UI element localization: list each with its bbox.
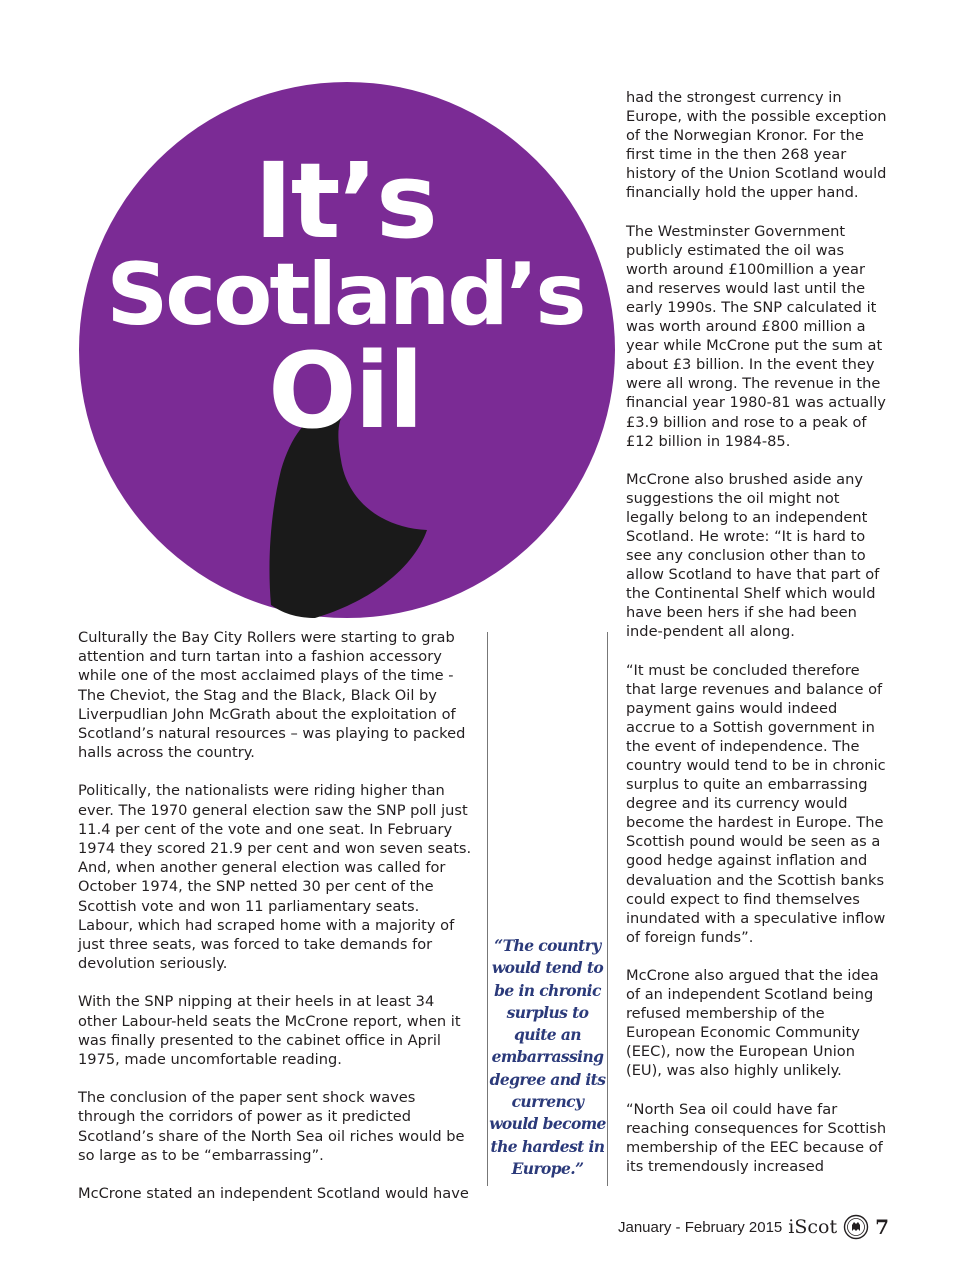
its-scotlands-oil-poster xyxy=(75,60,615,620)
poster-title xyxy=(75,140,615,452)
right-paragraph-6: “North Sea oil could have far reaching consequences for Scottish membership of the EEC because of its tremendously increased xyxy=(626,1100,887,1175)
right-paragraph-5: McCrone also argued that the idea of an independent Scotland being refused membership of the European Economic Community (EEC), now the European Union (EU), was also highly unlikely. xyxy=(626,966,879,1080)
right-column xyxy=(626,88,888,1195)
right-paragraph-4: “It must be concluded therefore that large revenues and balance of payment gains would indeed accrue to a Sottish government in the event of independence. The country would tend to be in chronic surplus to quite an embarrassing degree and its currency would become the hardest in Europe. The Scottish pound would be seen as a good hedge against inflation and devaluation and the Scottish banks could expect to find themselves inundated with a speculative inflow of foreign funds”. xyxy=(626,661,886,946)
left-paragraph-5: McCrone stated an independent Scotland would have xyxy=(78,1185,469,1203)
poster-title-line1: It’s xyxy=(254,140,436,262)
right-paragraph-1: had the strongest currency in Europe, with the possible exception of the Norwegian Kronor. For the first time in the then 268 year history of the Union Scotland would financially hold the upper hand. xyxy=(626,89,887,202)
lion-crest-icon xyxy=(843,1214,869,1240)
magazine-brand: iScot xyxy=(788,1216,838,1238)
left-paragraph-2: Politically, the nationalists were riding higher than ever. The 1970 general election saw the SNP poll just 11.4 per cent of the vote and one seat. In February 1974 they scored 21.9 per cent and won seven seats. And, when another general election was called for October 1974, the SNP netted 30 per cent of the Scottish vote and won 11 parliamentary seats. Labour, which had scraped home with a majority of just three seats, was forced to take demands for devolution seriously. xyxy=(78,782,472,973)
poster-title-line3: Oil xyxy=(268,330,422,452)
pull-quote: “The country would tend to be in chronic surplus to quite an embarrassing degree and its currency would become the hardest in Europe.” xyxy=(489,936,606,1178)
page-footer xyxy=(618,1212,889,1242)
left-paragraph-1: Culturally the Bay City Rollers were starting to grab attention and turn tartan into a fashion accessory while one of the most acclaimed plays of the time - The Cheviot, the Stag and the Black, Black Oil by Liverpudlian John McGrath about the exploitation of Scotland’s natural resources – was playing to packed halls across the country. xyxy=(78,629,466,762)
issue-date: January - February 2015 xyxy=(618,1218,783,1236)
right-paragraph-2: The Westminster Government publicly estimated the oil was worth around £100million a year and reserves would last until the early 1990s. The SNP calculated it was worth around £800 million a year while McCrone put the sum at about £3 billion. In the event they were all wrong. The revenue in the financial year 1980-81 was actually £3.9 billion and rose to a peak of £12 billion in 1984-85. xyxy=(626,222,886,450)
left-paragraph-4: The conclusion of the paper sent shock waves through the corridors of power as it predicted Scotland’s share of the North Sea oil riches would be so large as to be “embarrassing”. xyxy=(78,1089,465,1164)
poster-title-line2: Scotland’s xyxy=(106,245,584,345)
page-number: 7 xyxy=(875,1215,889,1239)
left-column xyxy=(78,628,473,1222)
left-paragraph-3: With the SNP nipping at their heels in at least 34 other Labour-held seats the McCrone report, when it was finally presented to the cabinet office in April 1975, made uncomfortable reading. xyxy=(78,993,461,1069)
pullquote-rule-right xyxy=(607,632,608,1186)
right-paragraph-3: McCrone also brushed aside any suggestions the oil might not legally belong to an independent Scotland. He wrote: “It is hard to see any conclusion other than to allow Scotland to have that part of the Continental Shelf which would have been hers if she had been inde-pendent all along. xyxy=(626,470,880,641)
